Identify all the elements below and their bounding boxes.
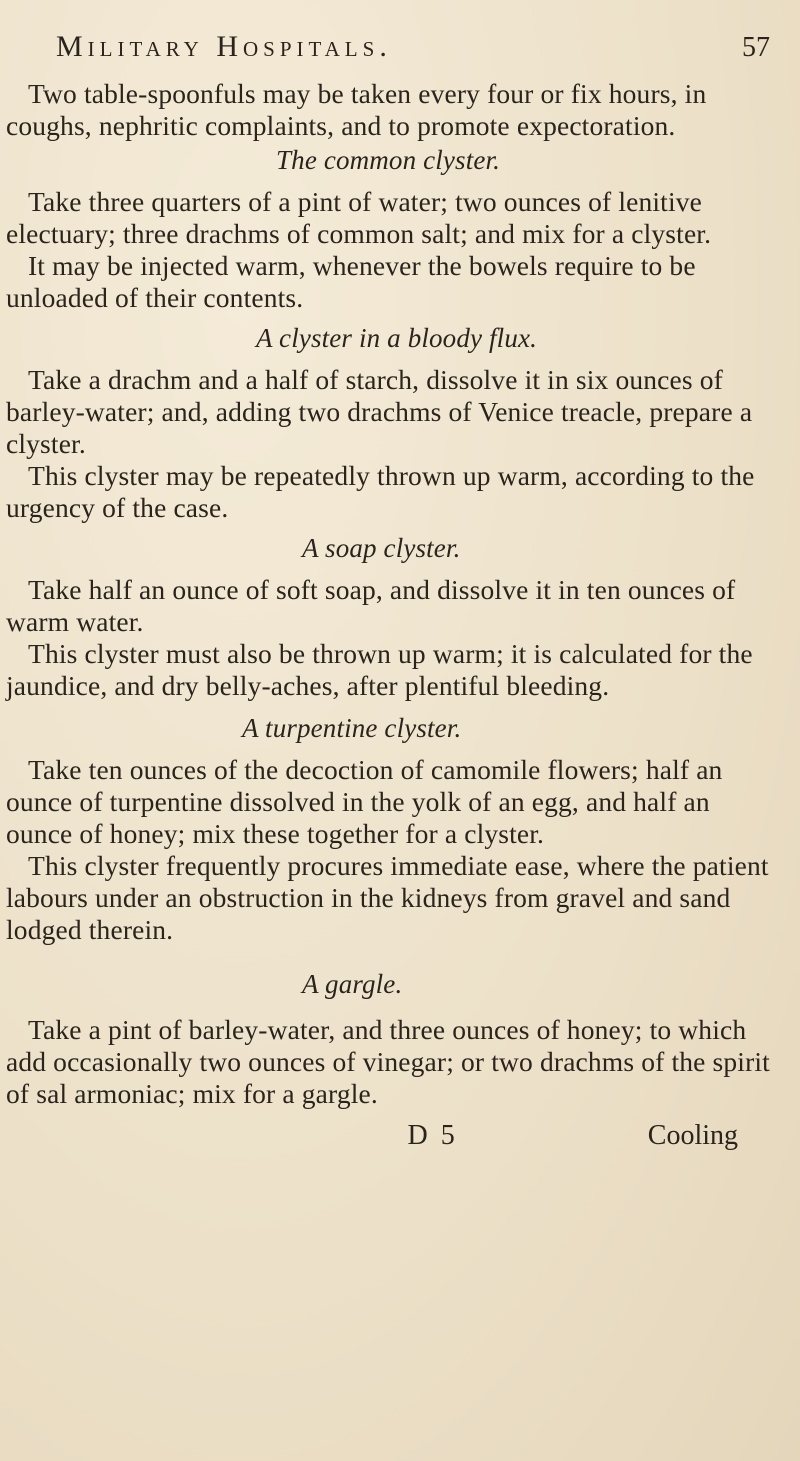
heading-turpentine-clyster: A turpentine clyster. xyxy=(242,713,462,743)
page-number: 57 xyxy=(742,32,770,63)
signature-mark: D 5 xyxy=(407,1120,458,1151)
paragraph-gargle-recipe: Take a pint of barley-water, and three ounces of honey; to which add occasionally two ounces of vinegar; or two drachms of the spirit of sal armoniac; mix for a gargle. xyxy=(6,1014,770,1109)
paragraph-soap-clyster-recipe: Take half an ounce of soft soap, and dissolve it in ten ounces of warm water. xyxy=(6,574,736,637)
paragraph-common-clyster-recipe: Take three quarters of a pint of water; two ounces of lenitive electuary; three drachms of common salt; and mix for a clyster. xyxy=(6,186,712,249)
paragraph-bloody-flux-recipe: Take a drachm and a half of starch, dissolve it in six ounces of barley-water; and, adding two drachms of Venice treacle, prepare a clyster. xyxy=(6,364,753,459)
running-head: Military Hospitals. xyxy=(56,30,392,63)
page-body xyxy=(6,78,778,1110)
heading-bloody-flux-clyster: A clyster in a bloody flux. xyxy=(256,323,537,353)
page-footer xyxy=(6,1120,778,1152)
paragraph-turpentine-recipe: Take ten ounces of the decoction of camomile flowers; half an ounce of turpentine dissolved in the yolk of an egg, and half an ounce of honey; mix these together for a clyster. xyxy=(6,754,723,849)
catchword: Cooling xyxy=(647,1120,738,1151)
paragraph-soap-clyster-usage: This clyster must also be thrown up warm; it is calculated for the jaundice, and dry belly-aches, after plentiful bleeding. xyxy=(6,638,753,701)
paragraph-bloody-flux-usage: This clyster may be repeatedly thrown up warm, according to the urgency of the case. xyxy=(6,460,755,523)
heading-common-clyster: The common clyster. xyxy=(276,145,501,175)
page-header xyxy=(6,30,778,78)
heading-gargle: A gargle. xyxy=(302,969,403,999)
paragraph-turpentine-usage: This clyster frequently procures immediate ease, where the patient labours under an obstruction in the kidneys from gravel and sand lodged therein. xyxy=(6,850,769,945)
heading-soap-clyster: A soap clyster. xyxy=(302,533,461,563)
paragraph-dosage: Two table-spoonfuls may be taken every four or fix hours, in coughs, nephritic complaints, and to promote expectoration. xyxy=(6,78,707,141)
paragraph-common-clyster-usage: It may be injected warm, whenever the bowels require to be unloaded of their contents. xyxy=(6,250,696,313)
